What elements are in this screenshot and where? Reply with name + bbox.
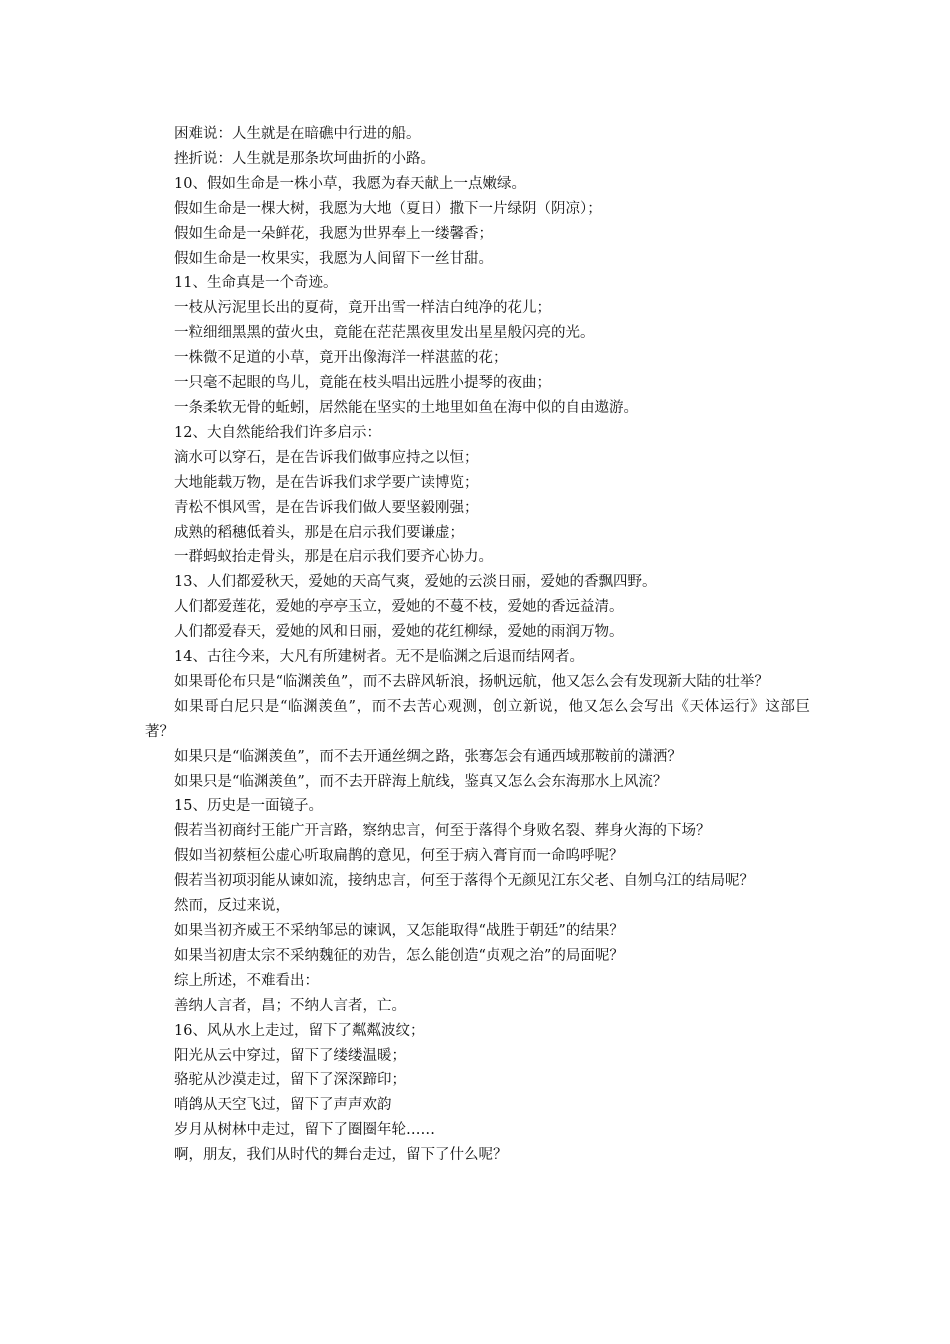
paragraph-20: 人们都爱莲花，爱她的亭亭玉立，爱她的不蔓不枝，爱她的香远益清。 xyxy=(174,599,624,616)
paragraph-9: 一粒细细黑黑的萤火虫，竟能在茫茫黑夜里发出星星般闪亮的光。 xyxy=(174,325,595,342)
paragraph-18: 一群蚂蚁抬走骨头，那是在启示我们要齐心协力。 xyxy=(174,549,493,566)
paragraph-28: 假若当初商纣王能广开言路，察纳忠言，何至于落得个身败名裂、葬身火海的下场？ xyxy=(174,823,711,840)
paragraph-17: 成熟的稻穗低着头，那是在启示我们要谦虚； xyxy=(174,524,464,541)
paragraph-36: 16、风从水上走过，留下了粼粼波纹； xyxy=(174,1022,425,1039)
paragraph-32: 如果当初齐威王不采纳邹忌的谏讽，又怎能取得“战胜于朝廷”的结果？ xyxy=(174,923,624,939)
paragraph-7: 11、生命真是一个奇迹。 xyxy=(174,275,338,292)
paragraph-19: 13、人们都爱秋天，爱她的天高气爽，爱她的云淡日丽，爱她的香飘四野。 xyxy=(174,574,657,591)
paragraph-10: 一株微不足道的小草，竟开出像海洋一样湛蓝的花； xyxy=(174,350,508,367)
paragraph-30: 假若当初项羽能从谏如流，接纳忠言，何至于落得个无颜见江东父老、自刎乌江的结局呢？ xyxy=(174,873,754,890)
paragraph-11: 一只毫不起眼的鸟儿，竟能在枝头唱出远胜小提琴的夜曲； xyxy=(174,375,551,392)
paragraph-27: 15、历史是一面镜子。 xyxy=(174,798,323,815)
paragraph-6: 假如生命是一枚果实，我愿为人间留下一丝甘甜。 xyxy=(174,250,493,267)
paragraph-12: 一条柔软无骨的蚯蚓，居然能在坚实的土地里如鱼在海中似的自由遨游。 xyxy=(174,399,638,416)
document-page xyxy=(145,122,810,1168)
paragraph-39: 哨鸽从天空飞过，留下了声声欢韵 xyxy=(174,1097,392,1114)
paragraph-8: 一枝从污泥里长出的夏荷，竟开出雪一样洁白纯净的花儿； xyxy=(174,300,551,317)
paragraph-40: 岁月从树林中走过，留下了圈圈年轮…… xyxy=(174,1122,435,1139)
paragraph-21: 人们都爱春天，爱她的风和日丽，爱她的花红柳绿，爱她的雨润万物。 xyxy=(174,624,624,641)
paragraph-13: 12、大自然能给我们许多启示： xyxy=(174,424,381,441)
paragraph-41: 啊，朋友，我们从时代的舞台走过，留下了什么呢？ xyxy=(174,1147,508,1164)
paragraph-29: 假如当初蔡桓公虚心听取扁鹊的意见，何至于病入膏肓而一命呜呼呢？ xyxy=(174,848,624,865)
paragraph-14: 滴水可以穿石，是在告诉我们做事应持之以恒； xyxy=(174,449,479,466)
paragraph-26: 如果只是“临渊羡鱼”，而不去开辟海上航线，鉴真又怎么会东海那水上风流？ xyxy=(174,773,668,790)
paragraph-5: 假如生命是一朵鲜花，我愿为世界奉上一缕馨香； xyxy=(174,225,493,242)
paragraph-24: 如果哥白尼只是“临渊羡鱼”，而不去苦心观测，创立新说，他又怎么会写出《天体运行》这部巨著？ xyxy=(145,698,810,740)
paragraph-23: 如果哥伦布只是“临渊羡鱼”，而不去辟风斩浪，扬帆远航，他又怎么会有发现新大陆的壮举？ xyxy=(174,673,769,690)
paragraph-37: 阳光从云中穿过，留下了缕缕温暖； xyxy=(174,1047,406,1064)
paragraph-33: 如果当初唐太宗不采纳魏征的劝告，怎么能创造“贞观之治”的局面呢？ xyxy=(174,947,624,964)
paragraph-25: 如果只是“临渊羡鱼”，而不去开通丝绸之路，张骞怎会有通西域那鞍前的潇洒？ xyxy=(174,748,682,765)
paragraph-16: 青松不惧风雪，是在告诉我们做人要坚毅刚强； xyxy=(174,499,479,516)
paragraph-15: 大地能载万物，是在告诉我们求学要广读博览； xyxy=(174,474,479,491)
paragraph-3: 10、假如生命是一株小草，我愿为春天献上一点嫩绿。 xyxy=(174,175,526,192)
paragraph-4: 假如生命是一棵大树，我愿为大地（夏日）撒下一片绿阴（阴凉）； xyxy=(174,200,602,217)
paragraph-1: 困难说：人生就是在暗礁中行进的船。 xyxy=(174,126,421,142)
paragraph-22: 14、古往今来，大凡有所建树者。无不是临渊之后退而结网者。 xyxy=(174,649,584,666)
paragraph-38: 骆驼从沙漠走过，留下了深深蹄印； xyxy=(174,1072,406,1089)
paragraph-2: 挫折说：人生就是那条坎坷曲折的小路。 xyxy=(174,150,435,167)
paragraph-34: 综上所述，不难看出： xyxy=(174,972,319,989)
paragraph-35: 善纳人言者，昌；不纳人言者，亡。 xyxy=(174,997,406,1014)
paragraph-31: 然而，反过来说， xyxy=(174,898,290,915)
